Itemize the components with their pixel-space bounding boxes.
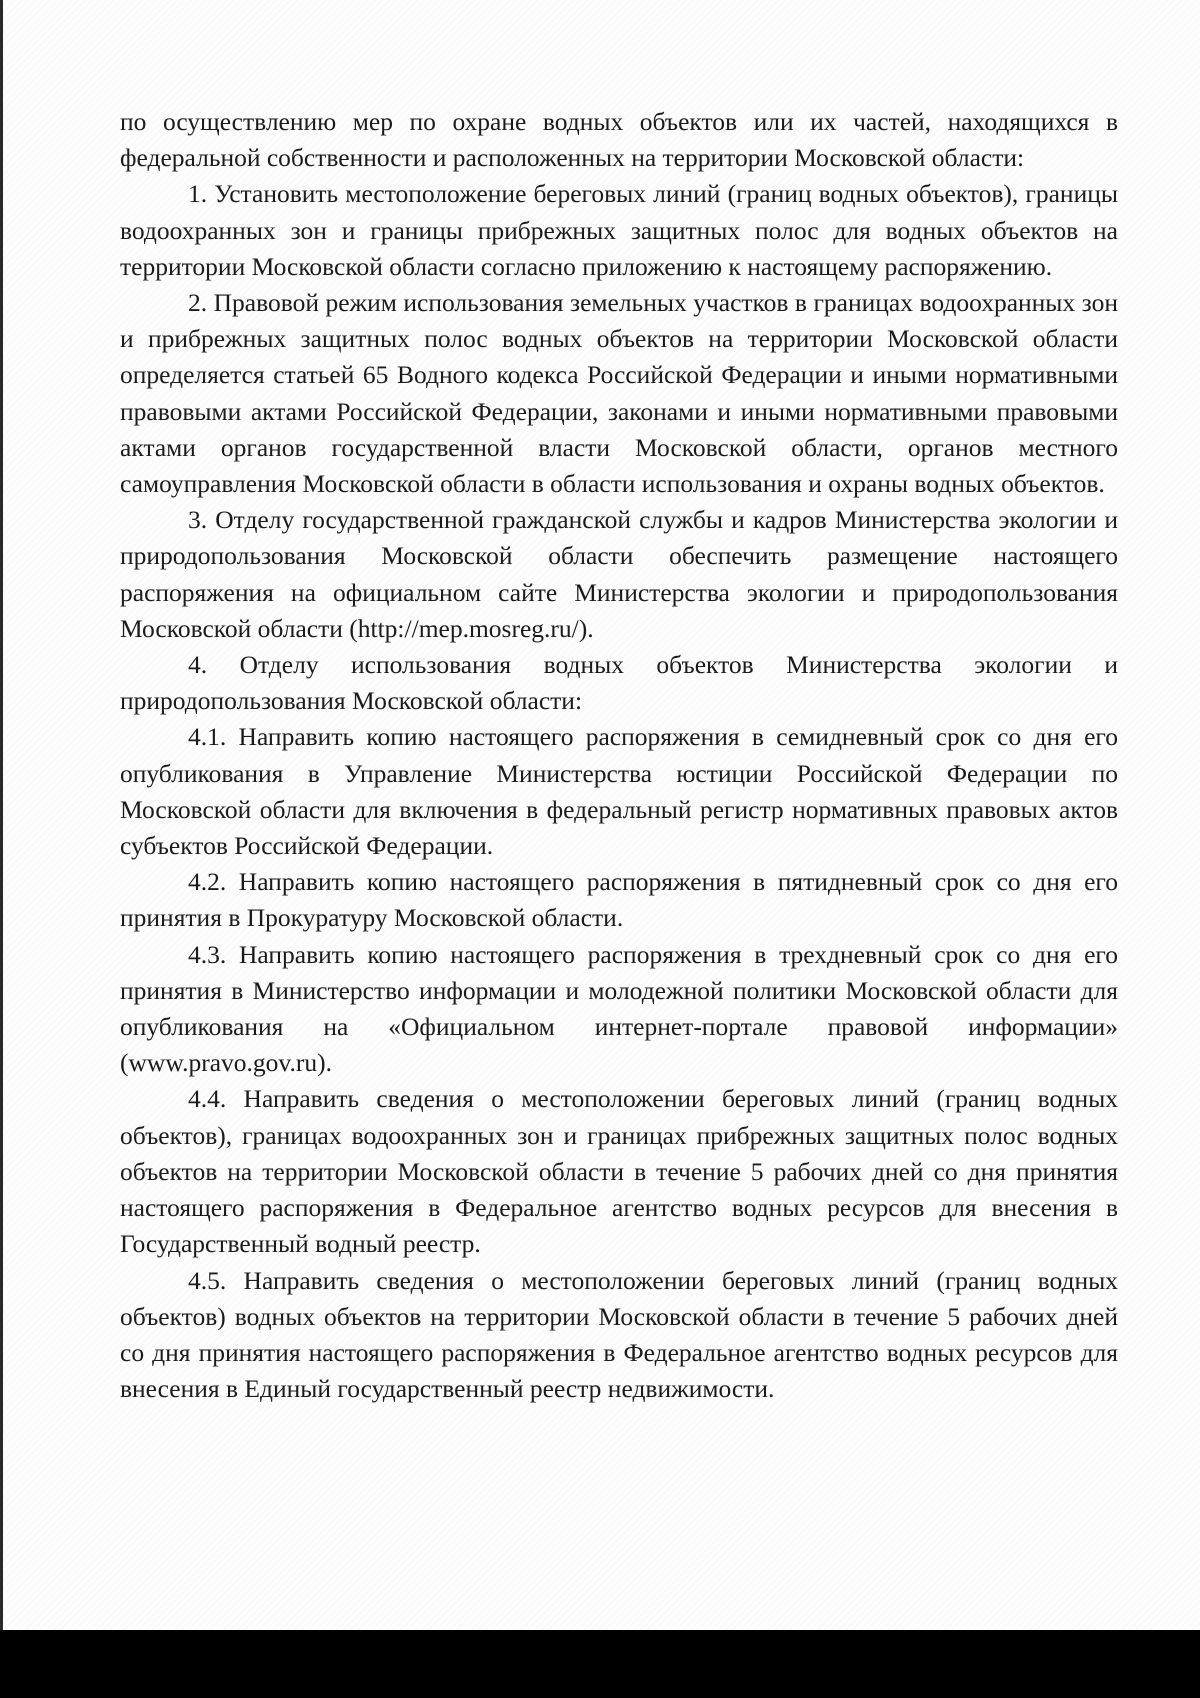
scan-edge (0, 0, 3, 1630)
scan-bottom-edge (0, 1630, 1200, 1698)
paragraph-item-4-1: 4.1. Направить копию настоящего распоряжения в семидневный срок со дня его опубликования в Управление Министерства юстиции Российской Федерации по Московской области для включения в федеральный регистр нормативных правовых актов субъектов Российской Федерации. (120, 722, 1118, 861)
paragraph-item-1: 1. Установить местоположение береговых линий (границ водных объектов), границы водоохранных зон и границы прибрежных защитных полос для водных объектов на территории Московской области согласно приложению к настоящему распоряжению. (120, 179, 1118, 281)
document-body (120, 104, 1118, 1407)
paragraph-item-2: 2. Правовой режим использования земельных участков в границах водоохранных зон и прибрежных защитных полос водных объектов на территории Московской области определяется статьей 65 Водного кодекса Российской Федерации и иными нормативными правовыми актами Российской Федерации, законами и иными нормативными правовыми актами органов государственной власти Московской области, органов местного самоуправления Московской области в области использования и охраны водных объектов. (120, 288, 1118, 499)
paragraph-item-4: 4. Отделу использования водных объектов Министерства экологии и природопользования Московской области: (120, 650, 1118, 716)
paragraph-item-4-4: 4.4. Направить сведения о местоположении береговых линий (границ водных объектов), границах водоохранных зон и границах прибрежных защитных полос водных объектов на территории Московской области в течение 5 рабочих дней со дня принятия настоящего распоряжения в Федеральное агентство водных ресурсов для внесения в Государственный водный реестр. (120, 1084, 1118, 1259)
paragraph-item-3: 3. Отделу государственной гражданской службы и кадров Министерства экологии и природопользования Московской области обеспечить размещение настоящего распоряжения на официальном сайте Министерства экологии и природопользования Московской области (http://mep.mosreg.ru/). (120, 505, 1118, 643)
paragraph-continuation: по осуществлению мер по охране водных объектов или их частей, находящихся в федеральной собственности и расположенных на территории Московской области: (120, 107, 1118, 173)
paragraph-item-4-5: 4.5. Направить сведения о местоположении береговых линий (границ водных объектов) водных объектов на территории Московской области в течение 5 рабочих дней со дня принятия настоящего распоряжения в Федеральное агентство водных ресурсов для внесения в Единый государственный реестр недвижимости. (120, 1265, 1118, 1404)
paragraph-item-4-2: 4.2. Направить копию настоящего распоряжения в пятидневный срок со дня его принятия в Прокуратуру Московской области. (120, 867, 1118, 933)
paragraph-item-4-3: 4.3. Направить копию настоящего распоряжения в трехдневный срок со дня его принятия в Министерство информации и молодежной политики Московской области для опубликования на «Официальном интернет-портале правовой информации» (www.pravo.gov.ru). (120, 939, 1118, 1078)
